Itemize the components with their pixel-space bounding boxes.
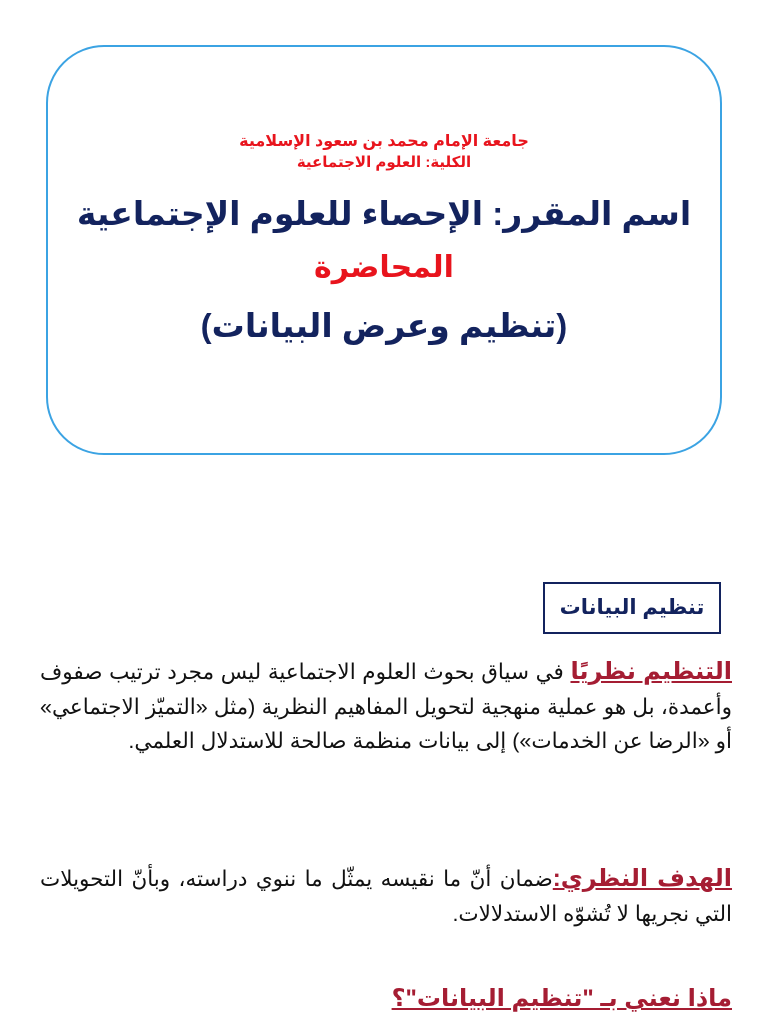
paragraph-text: في سياق بحوث العلوم الاجتماعية ليس مجرد ترتيب صفوف وأعمدة، بل هو عملية منهجية لتحويل المفاهيم النظرية (مثل «التميّز الاجتماعي» أو «الرضا عن الخدمات») إلى بيانات منظمة صالحة للاستدلال العلمي.	[40, 660, 732, 753]
paragraph-goal	[40, 862, 732, 931]
university-name: جامعة الإمام محمد بن سعود الإسلامية	[239, 133, 529, 150]
paragraph-term: الهدف النظري:	[552, 865, 733, 892]
lecture-topic: (تنظيم وعرض البيانات)	[200, 307, 568, 344]
course-title: اسم المقرر: الإحصاء للعلوم الإجتماعية	[76, 195, 692, 232]
paragraph-term: التنظيم نظريًا	[570, 658, 732, 685]
faculty-name: الكلية: العلوم الاجتماعية	[296, 154, 472, 171]
lecture-label: المحاضرة	[314, 251, 454, 284]
title-card	[46, 45, 722, 455]
paragraph-theory	[40, 655, 732, 759]
paragraph-term: ماذا نعني بـ "تنظيم البيانات"؟	[391, 985, 732, 1012]
paragraph-question	[40, 982, 732, 1017]
section-heading: تنظيم البيانات	[543, 582, 721, 634]
paragraph-text: ضمان أنّ ما نقيسه يمثّل ما ننوي دراسته، وبأنّ التحويلات التي نجريها لا تُشوّه الاستدلالات.	[40, 867, 732, 926]
